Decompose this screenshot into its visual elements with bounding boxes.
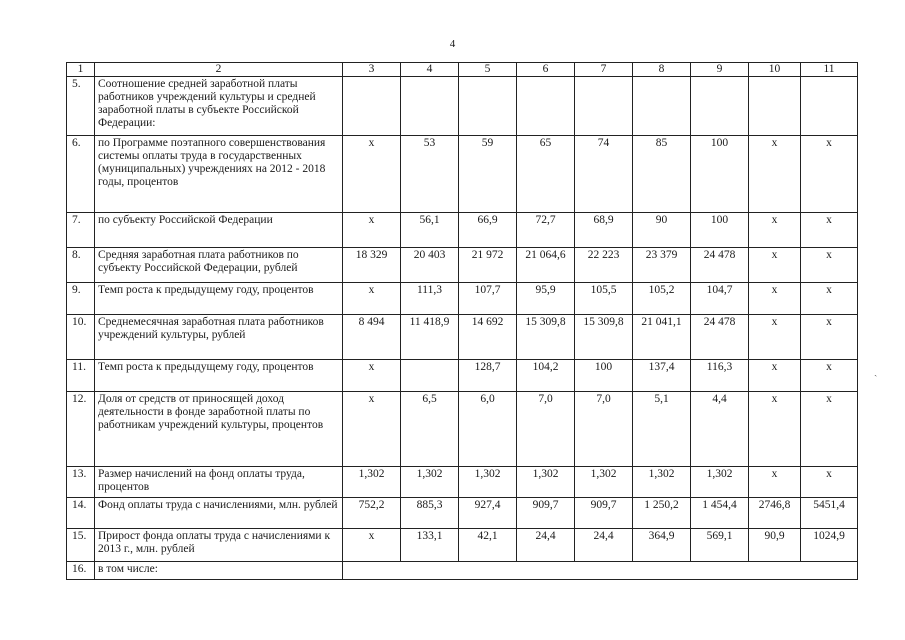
value-cell-col-5: 1,302 [459,467,517,498]
value-cell-col-10: х [749,467,801,498]
value-cell-col-4: 1,302 [401,467,459,498]
value-cell-col-5: 21 972 [459,248,517,283]
row-label: Прирост фонда оплаты труда с начислениями к 2013 г., млн. рублей [95,529,343,562]
value-cell-col-10: х [749,392,801,467]
value-cell-col-11: х [801,248,858,283]
value-cell-col-6: 909,7 [517,498,575,529]
value-cell-col-9: 24 478 [691,315,749,360]
row-label: Размер начислений на фонд оплаты труда, процентов [95,467,343,498]
value-cell-col-7: 909,7 [575,498,633,529]
value-cell-col-9: 100 [691,136,749,213]
value-cell-col-3 [343,77,401,136]
value-cell-col-11: х [801,360,858,392]
value-cell-col-8: 1,302 [633,467,691,498]
table-row [67,529,858,562]
value-cell-col-5: 42,1 [459,529,517,562]
table-row [67,315,858,360]
row-number: 6. [67,136,95,213]
column-header-2: 2 [95,63,343,77]
value-cell-col-7 [575,77,633,136]
value-cell-col-7: 22 223 [575,248,633,283]
row-label: в том числе: [95,562,343,580]
value-cell-col-6 [517,77,575,136]
value-cell-col-9: 4,4 [691,392,749,467]
value-cell-col-10: х [749,213,801,248]
value-cell-col-5: 59 [459,136,517,213]
column-header-1: 1 [67,63,95,77]
table-row [67,136,858,213]
value-cell-col-9: 24 478 [691,248,749,283]
value-cell-col-7: 24,4 [575,529,633,562]
value-cell-col-4: 53 [401,136,459,213]
value-cell-col-4: 11 418,9 [401,315,459,360]
value-cell-col-7: 74 [575,136,633,213]
value-cell-col-3: х [343,360,401,392]
value-cell-col-3: 752,2 [343,498,401,529]
value-cell-col-8: 5,1 [633,392,691,467]
value-cell-col-4: 6,5 [401,392,459,467]
value-cell-col-10: 90,9 [749,529,801,562]
value-cell-col-9 [691,77,749,136]
value-cell-col-6: 104,2 [517,360,575,392]
row-number: 16. [67,562,95,580]
table-row [67,283,858,315]
value-cell-col-8: 364,9 [633,529,691,562]
value-cell-col-10: х [749,283,801,315]
value-cell-col-5: 6,0 [459,392,517,467]
value-cell-col-5: 927,4 [459,498,517,529]
page-number: 4 [449,38,456,50]
value-cell-col-8: 90 [633,213,691,248]
row-number: 12. [67,392,95,467]
value-cell-col-10: х [749,315,801,360]
value-cell-col-11: х [801,136,858,213]
value-cell-col-4 [401,77,459,136]
value-cell-col-4: 885,3 [401,498,459,529]
value-cell-col-4: 20 403 [401,248,459,283]
table-row [67,498,858,529]
table-row [67,213,858,248]
value-cell-col-3: х [343,136,401,213]
column-header-10: 10 [749,63,801,77]
column-header-6: 6 [517,63,575,77]
value-cell-col-5 [459,77,517,136]
column-header-4: 4 [401,63,459,77]
row-label: Средняя заработная плата работников по субъекту Российской Федерации, рублей [95,248,343,283]
value-cell-col-7: 15 309,8 [575,315,633,360]
value-cell-col-11: х [801,213,858,248]
table-row [67,392,858,467]
value-cell-col-4: 111,3 [401,283,459,315]
row-label: по Программе поэтапного совершенствования системы оплаты труда в государственных (муниципальных) учреждениях на 2012 - 2018 годы, процентов [95,136,343,213]
value-cell-col-8: 105,2 [633,283,691,315]
value-cell-col-8: 137,4 [633,360,691,392]
value-cell-col-9: 569,1 [691,529,749,562]
value-cell-col-4 [401,360,459,392]
table-header-row [67,63,858,77]
value-cell-col-11: х [801,392,858,467]
value-cell-col-9: 116,3 [691,360,749,392]
value-cell-col-6: 24,4 [517,529,575,562]
table-row [67,360,858,392]
value-cell-col-5: 107,7 [459,283,517,315]
column-header-8: 8 [633,63,691,77]
value-cell-col-11: 1024,9 [801,529,858,562]
value-cell-col-4: 56,1 [401,213,459,248]
value-cell-col-9: 104,7 [691,283,749,315]
row-number: 15. [67,529,95,562]
value-cell-col-8: 23 379 [633,248,691,283]
table-row [67,77,858,136]
column-header-7: 7 [575,63,633,77]
value-cell-col-6: 72,7 [517,213,575,248]
value-cell-col-3: 8 494 [343,315,401,360]
value-cell-col-10 [749,77,801,136]
value-cell-col-6: 1,302 [517,467,575,498]
value-cell-col-8: 1 250,2 [633,498,691,529]
value-cell-col-11: х [801,315,858,360]
value-cell-col-6: 95,9 [517,283,575,315]
value-cell-col-7: 68,9 [575,213,633,248]
value-cell-col-3: х [343,529,401,562]
value-cell-col-10: х [749,360,801,392]
row-number: 7. [67,213,95,248]
row-number: 13. [67,467,95,498]
value-cell-col-9: 100 [691,213,749,248]
value-cell-col-4: 133,1 [401,529,459,562]
value-cell-col-7: 7,0 [575,392,633,467]
value-cell-col-5: 14 692 [459,315,517,360]
report-table [66,62,858,580]
value-cell-col-8 [633,77,691,136]
row-number: 8. [67,248,95,283]
row-label: Среднемесячная заработная плата работников учреждений культуры, рублей [95,315,343,360]
value-cell-col-6: 21 064,6 [517,248,575,283]
value-cell-col-5: 128,7 [459,360,517,392]
value-cell-col-6: 15 309,8 [517,315,575,360]
row-label: Темп роста к предыдущему году, процентов [95,283,343,315]
value-cell-col-7: 1,302 [575,467,633,498]
value-cell-col-11: 5451,4 [801,498,858,529]
row-number: 10. [67,315,95,360]
row-label: по субъекту Российской Федерации [95,213,343,248]
column-header-3: 3 [343,63,401,77]
value-cell-col-3: х [343,283,401,315]
value-cell-col-3: х [343,213,401,248]
value-cell-col-7: 105,5 [575,283,633,315]
scan-artifact-mark: ˎ [874,366,878,377]
value-cell-col-10: 2746,8 [749,498,801,529]
column-header-11: 11 [801,63,858,77]
value-cell-col-8: 21 041,1 [633,315,691,360]
value-cell-col-3: 1,302 [343,467,401,498]
value-cell-col-10: х [749,248,801,283]
value-cell-col-8: 85 [633,136,691,213]
row-label: Доля от средств от приносящей доход деятельности в фонде заработной платы по работникам учреждений культуры, процентов [95,392,343,467]
value-cell-col-11: х [801,283,858,315]
merged-value-cell [343,562,858,580]
row-label: Фонд оплаты труда с начислениями, млн. рублей [95,498,343,529]
value-cell-col-3: 18 329 [343,248,401,283]
row-number: 14. [67,498,95,529]
table-row [67,248,858,283]
value-cell-col-9: 1,302 [691,467,749,498]
value-cell-col-11 [801,77,858,136]
value-cell-col-10: х [749,136,801,213]
value-cell-col-5: 66,9 [459,213,517,248]
row-label: Соотношение средней заработной платы работников учреждений культуры и средней заработной платы в субъекте Российской Федерации: [95,77,343,136]
row-number: 5. [67,77,95,136]
row-number: 11. [67,360,95,392]
table-row [67,562,858,580]
row-label: Темп роста к предыдущему году, процентов [95,360,343,392]
table-row [67,467,858,498]
value-cell-col-6: 65 [517,136,575,213]
value-cell-col-6: 7,0 [517,392,575,467]
value-cell-col-3: х [343,392,401,467]
column-header-9: 9 [691,63,749,77]
value-cell-col-11: х [801,467,858,498]
column-header-5: 5 [459,63,517,77]
value-cell-col-9: 1 454,4 [691,498,749,529]
row-number: 9. [67,283,95,315]
value-cell-col-7: 100 [575,360,633,392]
